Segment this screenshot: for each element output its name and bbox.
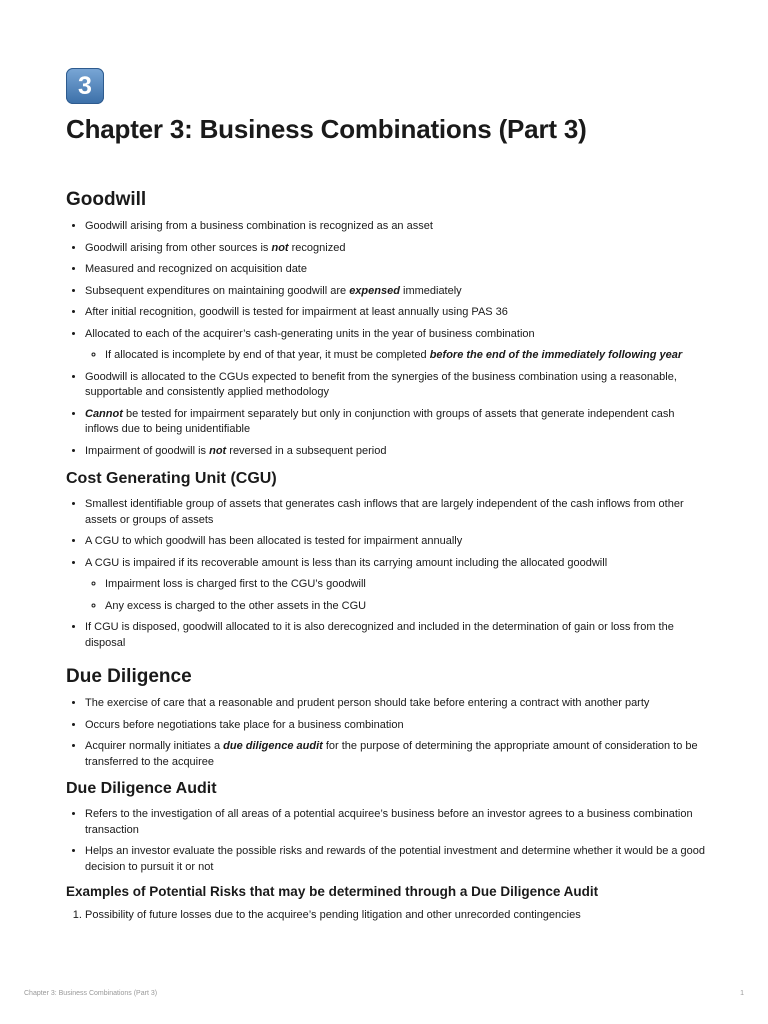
list-item (85, 262, 706, 278)
keycap-three-icon: 3 (66, 68, 104, 104)
text-run: If allocated is incomplete by end of that year, it must be completed (105, 349, 430, 361)
page-title: Chapter 3: Business Combinations (Part 3) (66, 114, 587, 144)
text-run: The exercise of care that a reasonable and prudent person should take before entering a contract with another party (85, 697, 650, 709)
text-run: Smallest identifiable group of assets that generates cash inflows that are largely independent of the cash inflows from other assets or groups of assets (85, 498, 684, 526)
list-item (85, 908, 706, 924)
text-run: Occurs before negotiations take place for a business combination (85, 718, 404, 731)
text-run: A CGU is impaired if its recoverable amount is less than its carrying amount including the allocated goodwill (85, 556, 608, 569)
list-item (85, 370, 706, 401)
text-run: Impairment of goodwill is (85, 444, 210, 457)
document-page (66, 68, 706, 930)
sub-list (85, 348, 706, 364)
list-item (85, 497, 706, 528)
list-item (85, 844, 706, 875)
text-run: Goodwill is allocated to the CGUs expected to benefit from the synergies of the business combination using a reasonable, supportable and consistently applied methodology (85, 370, 677, 398)
section-examples (66, 883, 706, 924)
list-item (85, 444, 706, 460)
section-goodwill (66, 188, 706, 459)
list-item (85, 407, 706, 438)
numbered-list (66, 908, 706, 924)
list-item (105, 577, 706, 593)
text-run: for the purpose of determining the appropriate amount of consideration to be transferred to the acquiree (85, 740, 698, 768)
emphasis-text: expensed (349, 284, 400, 297)
text-run: If CGU is disposed, goodwill allocated to it is also derecognized and included in the determination of gain or loss from the disposal (85, 621, 674, 649)
page-number: 1 (740, 990, 744, 997)
list-item (85, 534, 706, 550)
list-item (85, 305, 706, 321)
text-run: Possibility of future losses due to the acquiree’s pending litigation and other unrecorded contingencies (85, 909, 581, 921)
list-item (105, 599, 706, 615)
list-item (85, 219, 706, 235)
footer-title: Chapter 3: Business Combinations (Part 3) (24, 990, 158, 997)
section-cgu (66, 468, 706, 651)
text-run: Helps an investor evaluate the possible risks and rewards of the potential investment and determine whether it would be a good decision to pursuit it or not (85, 845, 706, 873)
bullet-list (66, 219, 706, 459)
list-item (85, 807, 706, 838)
list-item (85, 556, 706, 615)
text-run: Measured and recognized on acquisition date (85, 263, 307, 275)
text-run: Goodwill arising from a business combination is recognized as an asset (85, 220, 433, 232)
emphasis-text: Cannot (85, 407, 123, 420)
text-run: reversed in a subsequent period (226, 444, 387, 457)
section-heading: Examples of Potential Risks that may be determined through a Due Diligence Audit (66, 884, 599, 899)
text-run: Any excess is charged to the other assets in the CGU (105, 599, 367, 612)
section-heading: Goodwill (66, 189, 147, 210)
emphasis-text: before the end of the immediately following year (429, 349, 683, 361)
section-heading: Cost Generating Unit (CGU) (66, 470, 277, 487)
list-item (85, 327, 706, 364)
bullet-list (66, 497, 706, 651)
text-run: Goodwill arising from other sources is (85, 241, 272, 254)
text-run: Allocated to each of the acquirer’s cash-generating units in the year of business combination (85, 327, 535, 340)
section-due-diligence (66, 665, 706, 770)
list-item (85, 620, 706, 651)
list-item (85, 241, 706, 257)
section-heading: Due Diligence (66, 666, 192, 687)
text-run: Impairment loss is charged first to the CGU’s goodwill (105, 578, 366, 590)
bullet-list (66, 807, 706, 875)
text-run: recognized (288, 241, 346, 254)
text-run: Refers to the investigation of all areas of a potential acquiree’s business before an investor agrees to a business combination transaction (85, 808, 693, 836)
section-due-diligence-audit (66, 778, 706, 875)
section-heading: Due Diligence Audit (66, 780, 217, 797)
emphasis-text: due diligence audit (223, 740, 323, 752)
list-item (85, 696, 706, 712)
list-item (105, 348, 706, 364)
text-run: Acquirer normally initiates a (85, 740, 224, 752)
text-run: be tested for impairment separately but only in conjunction with groups of assets that generate independent cash inflows due to being unidentifiable (85, 407, 675, 435)
list-item (85, 284, 706, 300)
page-footer (24, 990, 744, 997)
bullet-list (66, 696, 706, 770)
list-item (85, 718, 706, 734)
text-run: immediately (399, 284, 462, 297)
text-run: After initial recognition, goodwill is tested for impairment at least annually using PAS 36 (85, 306, 508, 318)
sub-list (85, 577, 706, 614)
emphasis-text: not (209, 444, 227, 457)
text-run: Subsequent expenditures on maintaining goodwill are (85, 284, 350, 297)
text-run: A CGU to which goodwill has been allocated is tested for impairment annually (85, 535, 463, 547)
list-item (85, 739, 706, 770)
emphasis-text: not (271, 241, 289, 254)
